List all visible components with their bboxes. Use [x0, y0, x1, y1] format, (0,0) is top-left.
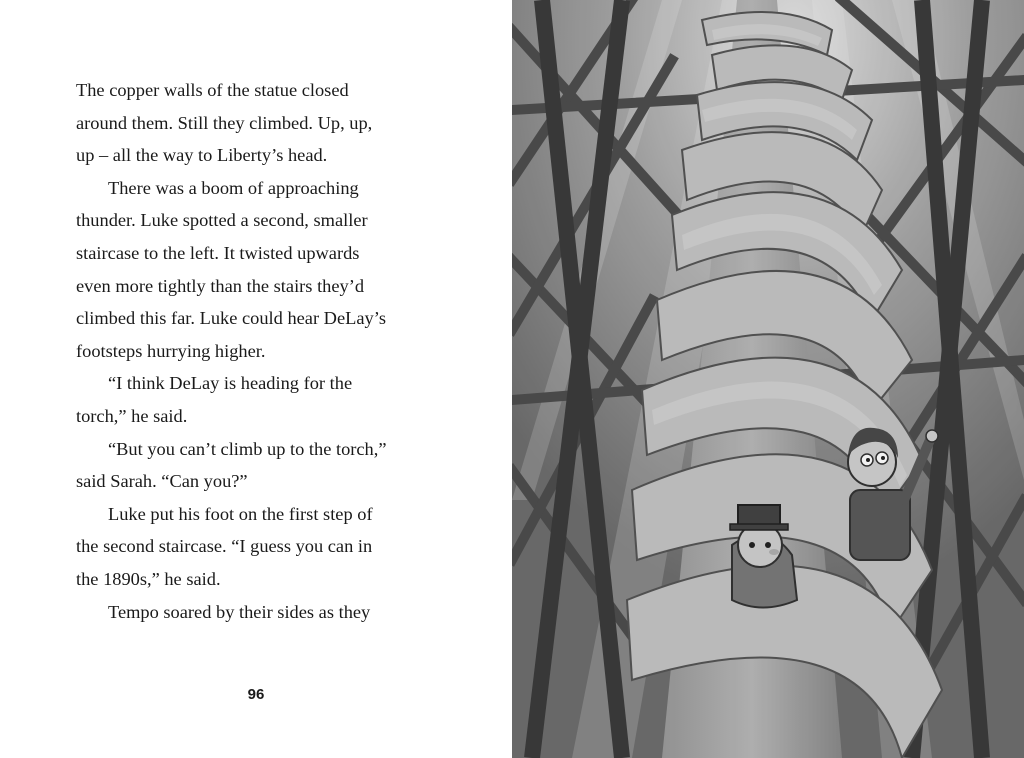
text-line: “But you can’t climb up to the torch,” — [108, 438, 387, 459]
illustration-page — [512, 0, 1024, 758]
text-line: staircase to the left. It twisted upwards — [76, 242, 360, 263]
text-line: torch,” he said. — [76, 405, 188, 426]
text-line: The copper walls of the statue closed — [76, 80, 349, 100]
text-line: There was a boom of approaching — [108, 177, 359, 198]
text-line: said Sarah. “Can you?” — [76, 471, 248, 492]
text-line: even more tightly than the stairs they’d — [76, 275, 365, 296]
text-line: around them. Still they climbed. Up, up, — [76, 112, 373, 133]
text-line: Tempo soared by their sides as they — [108, 601, 371, 622]
shadow-overlay — [512, 0, 1024, 758]
text-line: climbed this far. Luke could hear DeLay’s — [76, 308, 386, 329]
text-line: thunder. Luke spotted a second, smaller — [76, 210, 368, 231]
text-line: footsteps hurrying higher. — [76, 340, 266, 361]
text-line: “I think DeLay is heading for the — [108, 373, 353, 394]
text-line: the 1890s,” he said. — [76, 568, 221, 589]
text-line: Luke put his foot on the first step of — [108, 503, 373, 524]
body-text — [76, 74, 496, 628]
page-number: 96 — [247, 686, 265, 703]
spiral-staircase-illustration — [512, 0, 1024, 758]
text-line: up – all the way to Liberty’s head. — [76, 145, 328, 166]
text-line: the second staircase. “I guess you can in — [76, 536, 373, 557]
